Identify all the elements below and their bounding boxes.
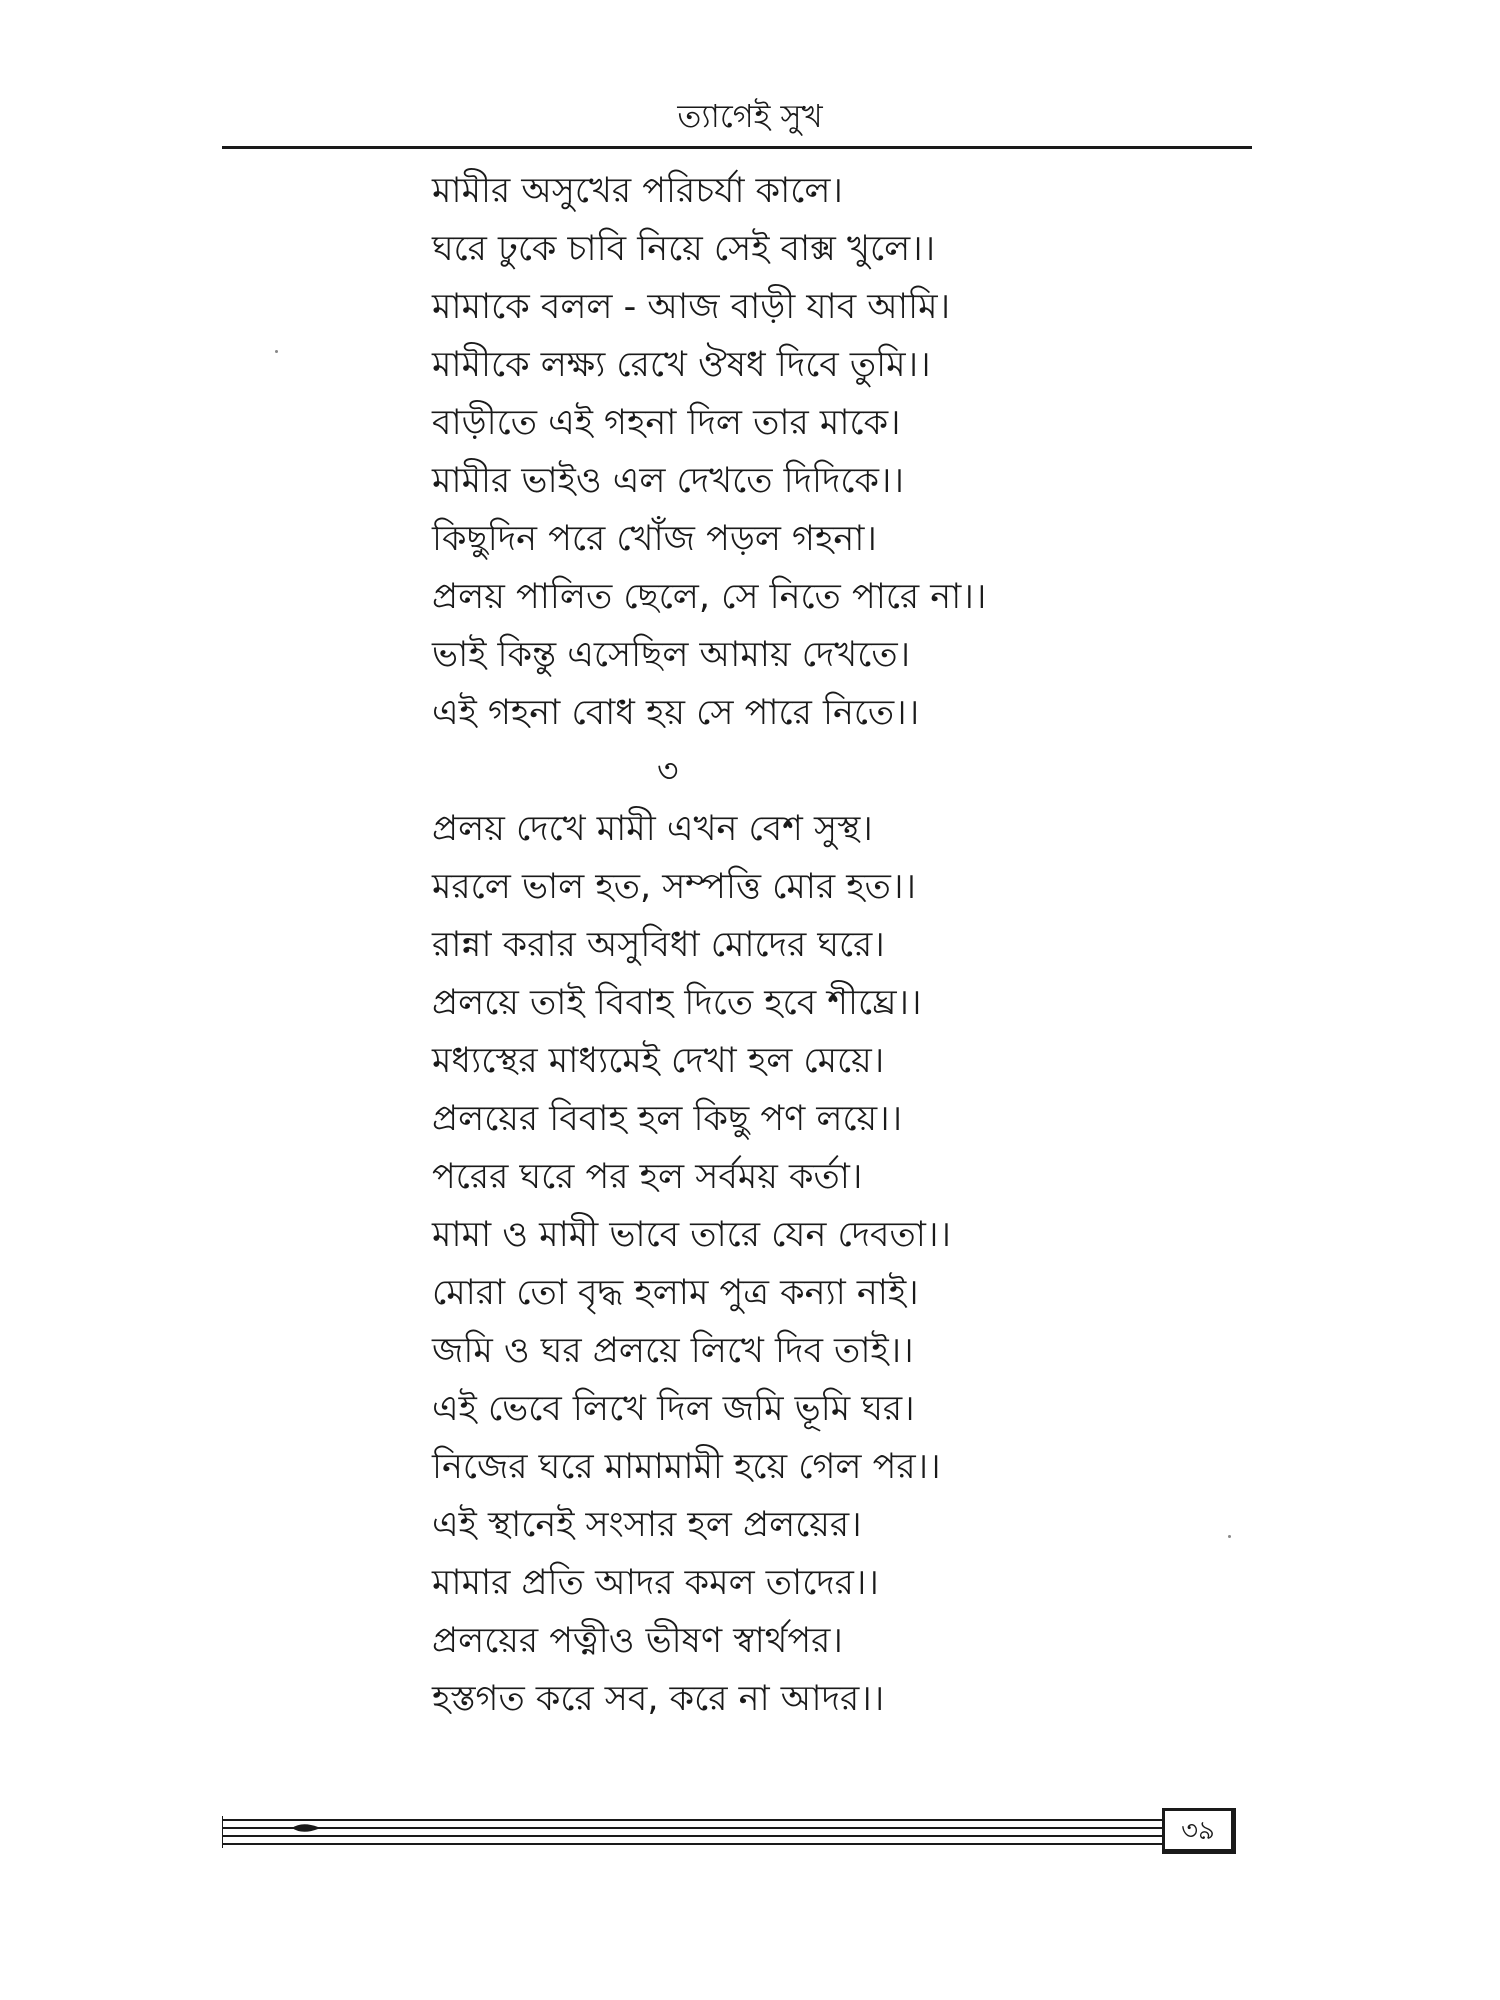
poem-line: মোরা তো বৃদ্ধ হলাম পুত্র কন্যা নাই।: [432, 1273, 919, 1313]
poem-line: মরলে ভাল হত, সম্পত্তি মোর হত।।: [432, 867, 916, 907]
poem-line: ভাই কিন্তু এসেছিল আমায় দেখতে।: [432, 635, 911, 675]
poem-line: প্রলয়ে তাই বিবাহ দিতে হবে শীঘ্রে।।: [432, 983, 922, 1023]
poem-line: পরের ঘরে পর হল সর্বময় কর্তা।: [432, 1157, 863, 1197]
header-rule: [222, 146, 1252, 149]
poem-line: জমি ও ঘর প্রলয়ে লিখে দিব তাই।।: [432, 1331, 914, 1371]
poem-line: ঘরে ঢুকে চাবি নিয়ে সেই বাক্স খুলে।।: [432, 229, 936, 269]
poem-line: মামীর ভাইও এল দেখতে দিদিকে।।: [432, 461, 904, 501]
poem-line: এই ভেবে লিখে দিল জমি ভূমি ঘর।: [432, 1389, 915, 1429]
poem-line: প্রলয় পালিত ছেলে, সে নিতে পারে না।।: [432, 577, 987, 617]
poem-line: নিজের ঘরে মামামামী হয়ে গেল পর।।: [432, 1447, 941, 1487]
poem-line: রান্না করার অসুবিধা মোদের ঘরে।: [432, 925, 885, 965]
poem-line: মামার প্রতি আদর কমল তাদের।।: [432, 1563, 879, 1603]
page-number: ৩৯: [1181, 1816, 1215, 1846]
poem-line: মধ্যস্থের মাধ্যমেই দেখা হল মেয়ে।: [432, 1041, 885, 1081]
page-number-box: [1162, 1808, 1236, 1854]
page-footer: [222, 1808, 1262, 1858]
poem-line: প্রলয়ের বিবাহ হল কিছু পণ লয়ে।।: [432, 1099, 903, 1139]
section-number: ৩: [657, 751, 679, 790]
poem-line: প্রলয় দেখে মামী এখন বেশ সুস্থ।: [432, 809, 873, 849]
footer-ornament-rule: [222, 1808, 1162, 1858]
poem-line: হস্তগত করে সব, করে না আদর।।: [432, 1679, 885, 1719]
poem-line: মামা ও মামী ভাবে তারে যেন দেবতা।।: [432, 1215, 951, 1255]
poem-body: [432, 162, 1332, 1728]
poem-line: বাড়ীতে এই গহনা দিল তার মাকে।: [432, 403, 901, 443]
poem-line: মামাকে বলল - আজ বাড়ী যাব আমি।: [432, 287, 951, 327]
poem-line: মামীর অসুখের পরিচর্যা কালে।: [432, 171, 843, 211]
poem-line: প্রলয়ের পত্নীও ভীষণ স্বার্থপর।: [432, 1621, 843, 1661]
poem-line: এই গহনা বোধ হয় সে পারে নিতে।।: [432, 693, 920, 733]
scan-speck: [1228, 1535, 1231, 1538]
poem-line: মামীকে লক্ষ্য রেখে ঔষধ দিবে তুমি।।: [432, 345, 931, 385]
running-header-title: ত্যাগেই সুখ: [677, 97, 823, 135]
poem-line: এই স্থানেই সংসার হল প্রলয়ের।: [432, 1505, 862, 1545]
poem-line: কিছুদিন পরে খোঁজ পড়ল গহনা।: [432, 519, 877, 559]
scan-speck: [275, 350, 278, 353]
